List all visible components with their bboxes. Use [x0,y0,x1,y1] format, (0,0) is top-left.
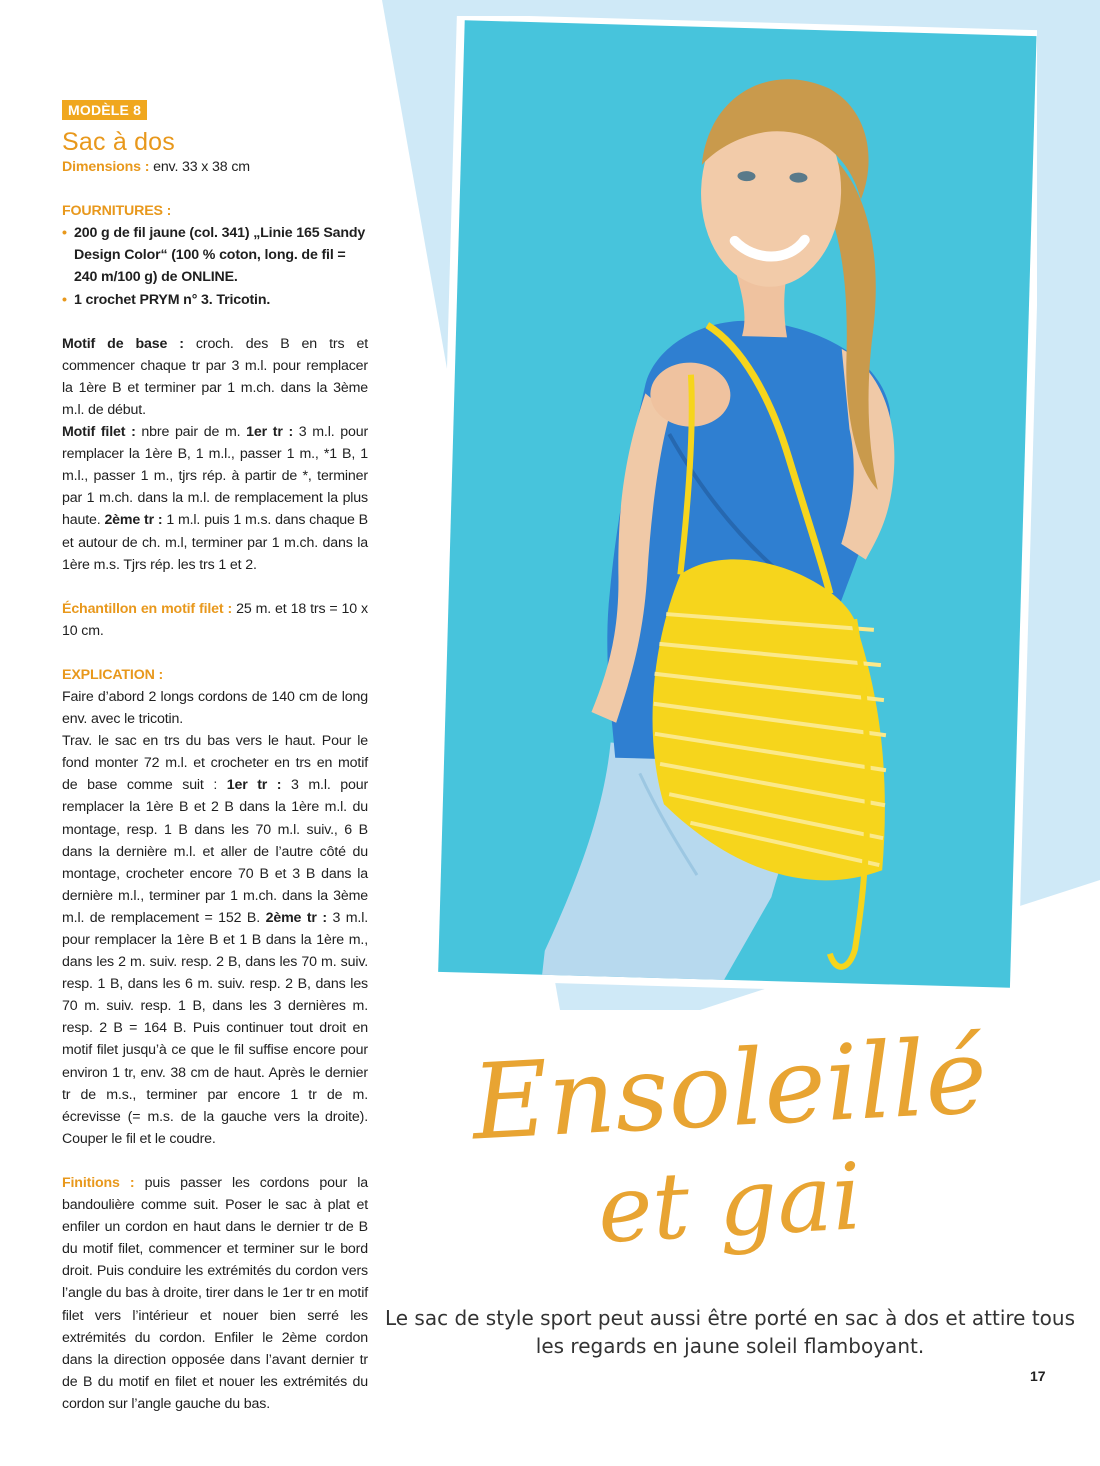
base-stitch-text: croch. des B en trs et commencer chaque tr par 3 m.l. pour remplacer la 1ère B et terminer par 1 m.ch. dans la 3ème m.l. de début. [62,335,368,418]
headline-line2: et gai [595,1143,865,1264]
gauge-text: 25 m. et 18 trs = 10 x 10 cm. [62,600,368,639]
page-number: 17 [1030,1368,1046,1384]
photo-caption: Le sac de style sport peut aussi être porté en sac à dos et attire tous les regards en jaune soleil flamboyant. [384,1306,1076,1358]
headline-line1: Ensoleillé [469,1014,990,1164]
row1-label: 1er tr : [226,777,282,794]
supply-text: 1 crochet PRYM n° 3. Tricotin. [74,291,271,308]
pattern-title: Sac à dos [62,128,175,157]
instructions-p2 [62,730,368,1150]
row2-label: 2ème tr : [104,512,163,529]
finishing-label: Finitions : [62,1174,135,1191]
row1-label: 1er tr : [246,424,294,441]
row1-text: 3 m.l. pour remplacer la 1ère B, 1 m.l., passer 1 m., *1 B, 1 m.l., passer 1 m., tjrs rép. à partir de *, terminer par 1 m.ch. dans la m.l. de remplacement la plus haute. [62,424,369,529]
instructions-text: 3 m.l. pour remplacer la 1ère B et 1 B dans la 1ère m., dans les 2 m. suiv. resp. 2 B, dans les 70 m. suiv. resp. 1 B, dans les 6 m. suiv. resp. 2 B, dans les 70 m. suiv. resp. 1 B, dans les 3 dernières m. resp. 2 B = 164 B. Puis continuer tout droit en motif filet jusqu’à ce que le fil suffise encore pour environ 1 tr, env. 38 cm de haut. Après le dernier tr de m.s., terminer par encore 1 tr de m. écrevisse (= m.s. de la gauche vers la droite). Couper le fil et le coudre. [62,909,369,1147]
mesh-stitch-label: Motif filet : [62,424,136,441]
finishing-text: puis passer les cordons pour la bandoulière comme suit. Poser le sac à plat et enfiler un cordon en haut dans le dernier tr de B du motif filet, commencer et terminer sur le bord droit. Puis conduire les extrémités du cordon vers l’angle du bas à droite, tirer dans le 1er tr en motif filet vers l’intérieur et nouer bien serré les extrémités du cordon. Enfiler le 2ème cordon dans la direction opposée dans l’avant dernier tr de B du motif en filet et nouer les extrémités du cordon sur l’angle gauche du bas. [62,1174,369,1412]
row2-label: 2ème tr : [265,909,327,926]
headline [440,1010,1040,1270]
instructions-text: Trav. le sac en trs du bas vers le haut. Pour le fond monter 72 m.l. et crocheter en trs en motif de base comme suit : [62,733,368,794]
gauge-section [62,598,368,642]
base-stitch [62,333,368,421]
dimensions-label: Dimensions : [62,159,150,176]
instructions-heading: EXPLICATION : [62,666,164,683]
model-tag: MODÈLE 8 [62,100,147,120]
dimensions-value: env. 33 x 38 cm [153,159,250,176]
pattern-column [62,100,368,1415]
stitch-section [62,333,368,576]
model-photo [437,16,1037,1016]
finishing-section [62,1172,368,1415]
row2-text: 1 m.l. puis 1 m.s. dans chaque B et autour de ch. m.l, terminer par 1 m.ch. dans la 1ère m.s. Tjrs rép. les trs 1 et 2. [62,512,368,573]
supplies-heading: FOURNITURES : [62,203,172,220]
supply-item: • 1 crochet PRYM n° 3. Tricotin. [62,291,271,308]
gauge-label: Échantillon en motif filet : [62,600,233,617]
dimensions-line [62,156,368,178]
mesh-stitch [62,421,368,576]
base-stitch-label: Motif de base : [62,335,184,352]
mesh-stitch-text: nbre pair de m. [141,424,241,441]
instructions-section [62,664,368,1150]
supply-text: de fil jaune (col. 341) „Linie 165 Sandy Design Color“ (100 % coton, long. de fil = 240 m/100 g) de ONLINE. [74,225,366,286]
supply-quantity: 200 g [74,225,110,242]
supplies-section [62,200,368,310]
instructions-text: 3 m.l. pour remplacer la 1ère B et 2 B dans la 1ère m.l. du montage, resp. 1 B dans les 70 m.l. suiv., 6 B dans la dernière m.l. et aller de l’autre côté du montage, crocheter encore 70 B et 3 B dans la dernière m.l., terminer par 1 m.ch. dans la 3ème m.l. de remplacement = 152 B. [62,777,369,926]
instructions-p1: Faire d’abord 2 longs cordons de 140 cm de long env. avec le tricotin. [62,688,368,728]
supply-item: • 200 g de fil jaune (col. 341) „Linie 165 Sandy Design Color“ (100 % coton, long. de fil = 240 m/100 g) de ONLINE. [62,225,366,286]
